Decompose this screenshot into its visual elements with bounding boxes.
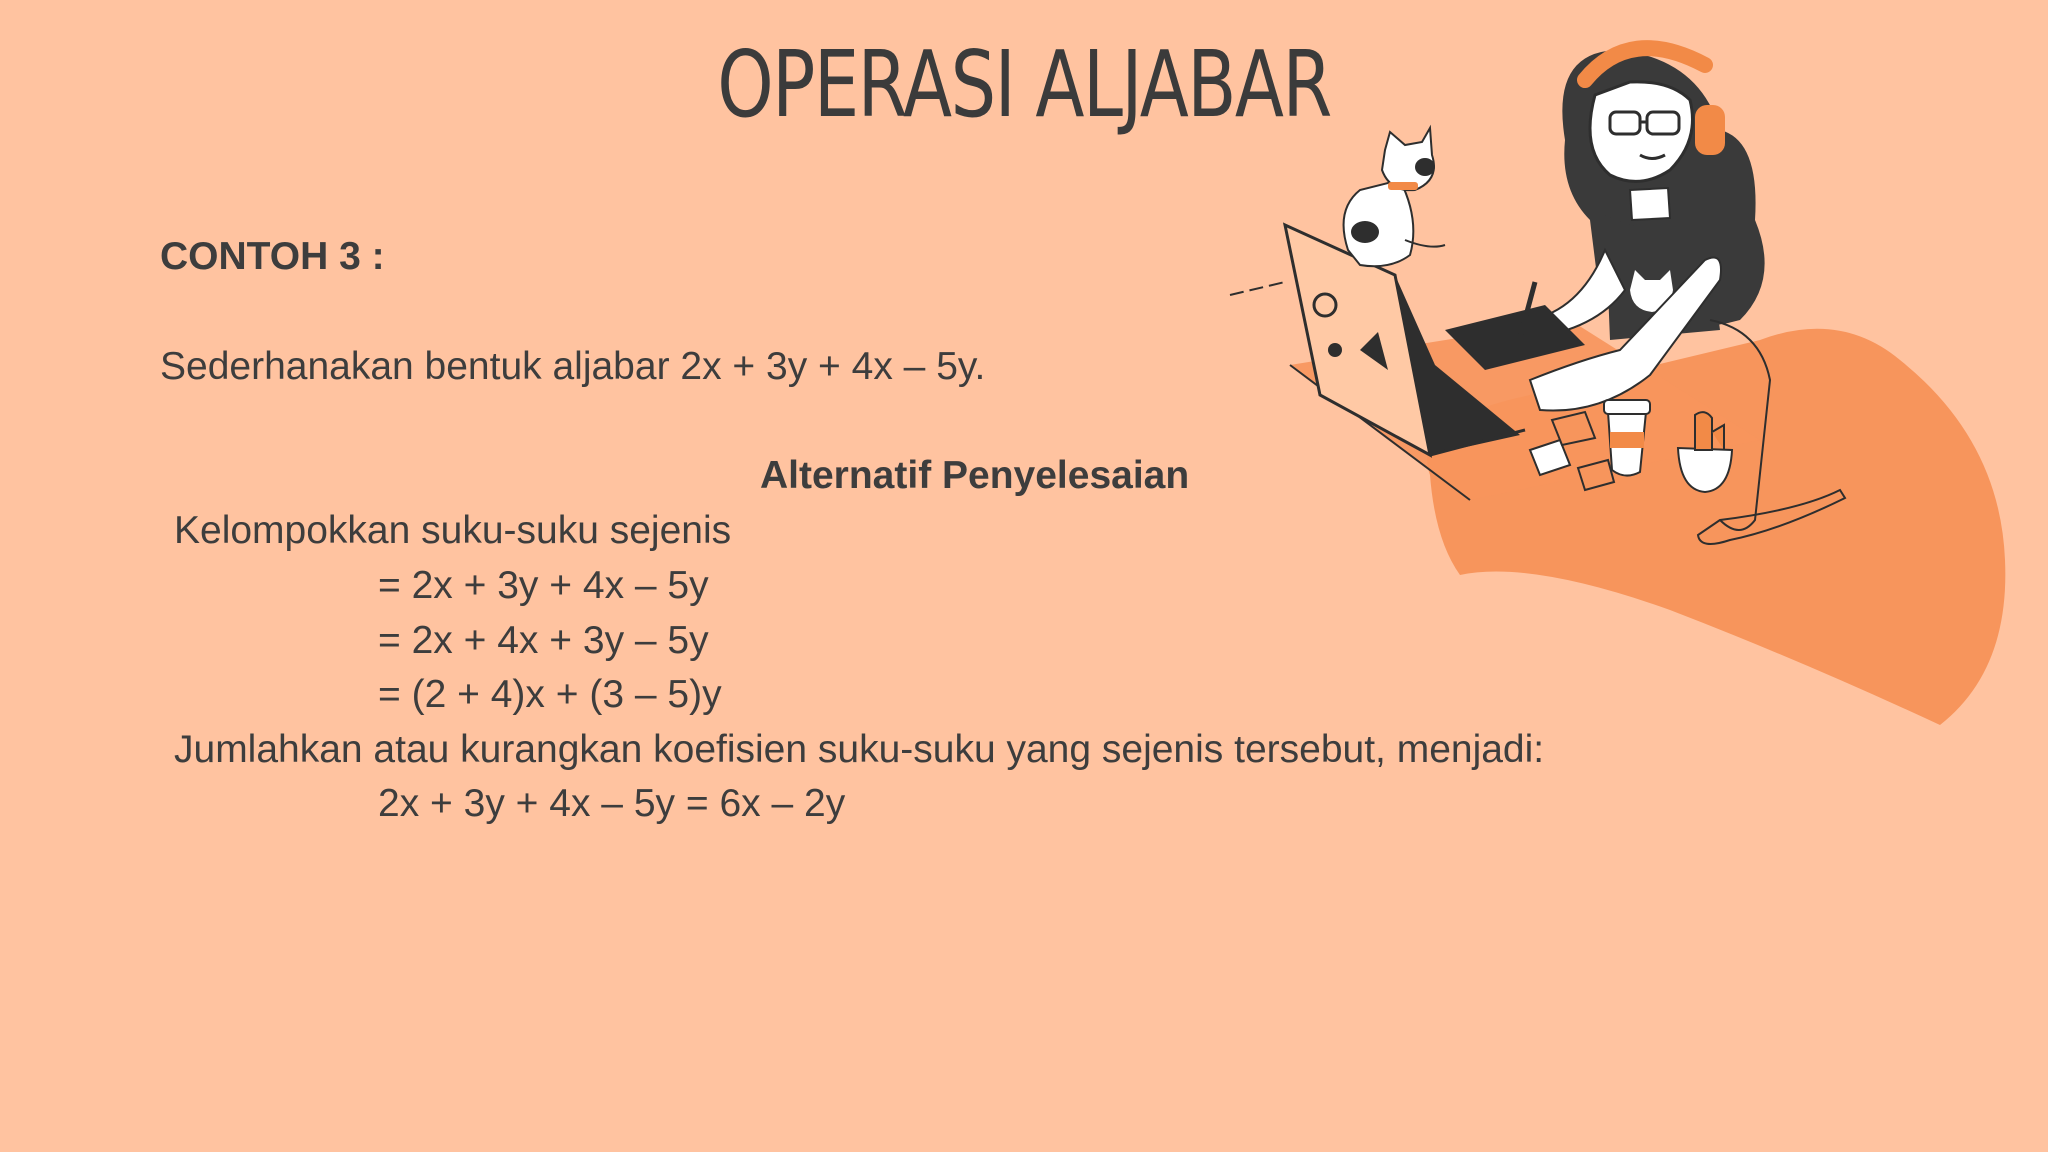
step-group-like-terms: Kelompokkan suku-suku sejenis — [174, 509, 732, 552]
equation-result: 2x + 3y + 4x – 5y = 6x – 2y — [378, 782, 846, 825]
equation-line-3: = (2 + 4)x + (3 – 5)y — [378, 673, 722, 716]
slide-title: OPERASI ALJABAR — [717, 31, 1331, 138]
equation-line-2: = 2x + 4x + 3y – 5y — [378, 619, 709, 662]
step-combine-coefficients: Jumlahkan atau kurangkan koefisien suku-suku yang sejenis tersebut, menjadi: — [174, 728, 1545, 771]
problem-statement: Sederhanakan bentuk aljabar 2x + 3y + 4x – 5y. — [160, 345, 986, 388]
solution-heading: Alternatif Penyelesaian — [760, 454, 1190, 497]
example-label: CONTOH 3 : — [160, 235, 385, 278]
woman-laptop-cat-illustration — [1200, 20, 2030, 740]
equation-line-1: = 2x + 3y + 4x – 5y — [378, 564, 709, 607]
cat-icon — [1344, 128, 1445, 266]
